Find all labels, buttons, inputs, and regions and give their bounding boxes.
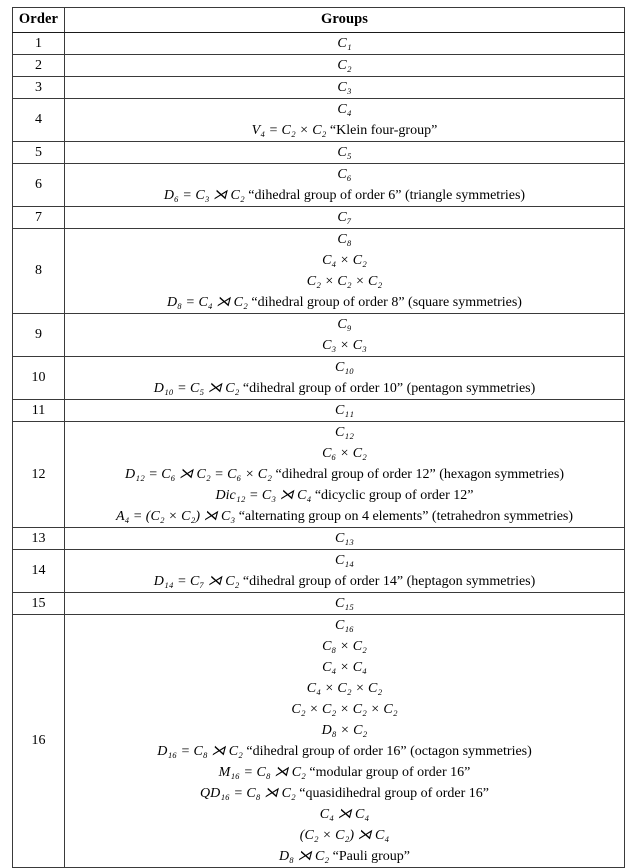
group-entry: C₂ × C₂ × C₂ × C₂ bbox=[291, 702, 398, 717]
group-entry: C₆ × C₂ bbox=[322, 446, 367, 461]
group-list bbox=[65, 99, 624, 141]
group-entry: C₈ bbox=[337, 232, 352, 247]
group-entry: C₈ × C₂ bbox=[322, 639, 367, 654]
group-list bbox=[65, 422, 624, 527]
group-entry: (C₂ × C₂) ⋊ C₄ bbox=[299, 828, 390, 843]
group-list bbox=[65, 55, 624, 76]
groups-cell bbox=[65, 314, 625, 357]
group-list bbox=[65, 528, 624, 549]
table-row bbox=[13, 400, 625, 422]
order-cell: 1 bbox=[13, 33, 65, 55]
group-entry: D₈ = C₄ ⋊ C₂ “dihedral group of order 8” (square symmetries) bbox=[167, 295, 522, 310]
groups-cell bbox=[65, 33, 625, 55]
table-row bbox=[13, 207, 625, 229]
group-entry: C₁₃ bbox=[334, 531, 355, 546]
groups-cell bbox=[65, 550, 625, 593]
order-cell: 2 bbox=[13, 55, 65, 77]
group-entry: C₃ bbox=[337, 80, 352, 95]
group-entry: C₄ ⋊ C₄ bbox=[319, 807, 370, 822]
group-entry: D₈ ⋊ C₂ “Pauli group” bbox=[278, 849, 411, 864]
column-header-groups: Groups bbox=[65, 8, 625, 33]
group-list bbox=[65, 229, 624, 313]
order-cell: 11 bbox=[13, 400, 65, 422]
group-entry: D₁₀ = C₅ ⋊ C₂ “dihedral group of order 10” (pentagon symmetries) bbox=[153, 381, 536, 396]
group-list bbox=[65, 33, 624, 54]
group-entry: D₁₄ = C₇ ⋊ C₂ “dihedral group of order 14” (heptagon symmetries) bbox=[153, 574, 536, 589]
header-row bbox=[13, 8, 625, 33]
column-header-order: Order bbox=[13, 8, 65, 33]
table-row bbox=[13, 77, 625, 99]
group-entry: C₄ × C₄ bbox=[322, 660, 367, 675]
groups-cell bbox=[65, 229, 625, 314]
group-list bbox=[65, 593, 624, 614]
groups-cell bbox=[65, 593, 625, 615]
table-row bbox=[13, 357, 625, 400]
order-cell: 3 bbox=[13, 77, 65, 99]
table-row bbox=[13, 550, 625, 593]
group-entry: C₄ bbox=[337, 102, 352, 117]
group-entry: A₄ = (C₂ × C₂) ⋊ C₃ “alternating group on 4 elements” (tetrahedron symmetries) bbox=[115, 509, 574, 524]
group-entry: M₁₆ = C₈ ⋊ C₂ “modular group of order 16” bbox=[218, 765, 471, 780]
order-cell: 12 bbox=[13, 422, 65, 528]
order-cell: 9 bbox=[13, 314, 65, 357]
group-entry: C₁₄ bbox=[334, 553, 355, 568]
groups-cell bbox=[65, 357, 625, 400]
table-row bbox=[13, 99, 625, 142]
group-list bbox=[65, 357, 624, 399]
order-cell: 4 bbox=[13, 99, 65, 142]
groups-cell bbox=[65, 55, 625, 77]
group-list bbox=[65, 164, 624, 206]
table-body bbox=[13, 33, 625, 868]
group-entry: C₃ × C₃ bbox=[322, 338, 367, 353]
order-cell: 7 bbox=[13, 207, 65, 229]
order-cell: 5 bbox=[13, 142, 65, 164]
group-list bbox=[65, 615, 624, 867]
order-cell: 8 bbox=[13, 229, 65, 314]
groups-cell bbox=[65, 142, 625, 164]
group-entry: C₁₁ bbox=[334, 403, 355, 418]
groups-cell bbox=[65, 615, 625, 868]
group-entry: V₄ = C₂ × C₂ “Klein four-group” bbox=[251, 123, 438, 138]
groups-cell bbox=[65, 400, 625, 422]
table-row bbox=[13, 528, 625, 550]
group-list bbox=[65, 77, 624, 98]
groups-cell bbox=[65, 207, 625, 229]
groups-cell bbox=[65, 77, 625, 99]
group-entry: QD₁₆ = C₈ ⋊ C₂ “quasidihedral group of order 16” bbox=[199, 786, 490, 801]
group-entry: C₂ × C₂ × C₂ bbox=[306, 274, 383, 289]
table-row bbox=[13, 314, 625, 357]
table-row bbox=[13, 615, 625, 868]
group-entry: C₂ bbox=[337, 58, 352, 73]
group-entry: C₅ bbox=[337, 145, 352, 160]
group-entry: Dic₁₂ = C₃ ⋊ C₄ “dicyclic group of order 12” bbox=[215, 488, 474, 503]
group-entry: C₉ bbox=[337, 317, 352, 332]
group-entry: C₁₀ bbox=[334, 360, 355, 375]
group-entry: C₁₆ bbox=[334, 618, 355, 633]
group-entry: C₁₂ bbox=[334, 425, 355, 440]
order-cell: 13 bbox=[13, 528, 65, 550]
group-list bbox=[65, 400, 624, 421]
group-entry: C₆ bbox=[337, 167, 352, 182]
groups-cell bbox=[65, 164, 625, 207]
groups-cell bbox=[65, 422, 625, 528]
group-entry: C₄ × C₂ × C₂ bbox=[306, 681, 383, 696]
group-list bbox=[65, 142, 624, 163]
group-entry: C₇ bbox=[337, 210, 352, 225]
groups-cell bbox=[65, 528, 625, 550]
order-cell: 14 bbox=[13, 550, 65, 593]
group-entry: D₈ × C₂ bbox=[321, 723, 368, 738]
group-entry: D₁₆ = C₈ ⋊ C₂ “dihedral group of order 16” (octagon symmetries) bbox=[157, 744, 532, 759]
order-cell: 15 bbox=[13, 593, 65, 615]
table-row bbox=[13, 229, 625, 314]
group-list bbox=[65, 550, 624, 592]
order-cell: 10 bbox=[13, 357, 65, 400]
table-row bbox=[13, 142, 625, 164]
finite-groups-table bbox=[12, 7, 625, 868]
table-row bbox=[13, 33, 625, 55]
group-entry: D₁₂ = C₆ ⋊ C₂ = C₆ × C₂ “dihedral group of order 12” (hexagon symmetries) bbox=[125, 467, 564, 482]
group-list bbox=[65, 314, 624, 356]
groups-cell bbox=[65, 99, 625, 142]
group-entry: C₁₅ bbox=[334, 596, 355, 611]
order-cell: 6 bbox=[13, 164, 65, 207]
table-row bbox=[13, 164, 625, 207]
group-entry: C₄ × C₂ bbox=[322, 253, 367, 268]
group-entry: D₆ = C₃ ⋊ C₂ “dihedral group of order 6” (triangle symmetries) bbox=[163, 188, 526, 203]
order-cell: 16 bbox=[13, 615, 65, 868]
group-entry: C₁ bbox=[337, 36, 352, 51]
group-list bbox=[65, 207, 624, 228]
table-row bbox=[13, 422, 625, 528]
table-header bbox=[13, 8, 625, 33]
table-row bbox=[13, 593, 625, 615]
table-row bbox=[13, 55, 625, 77]
